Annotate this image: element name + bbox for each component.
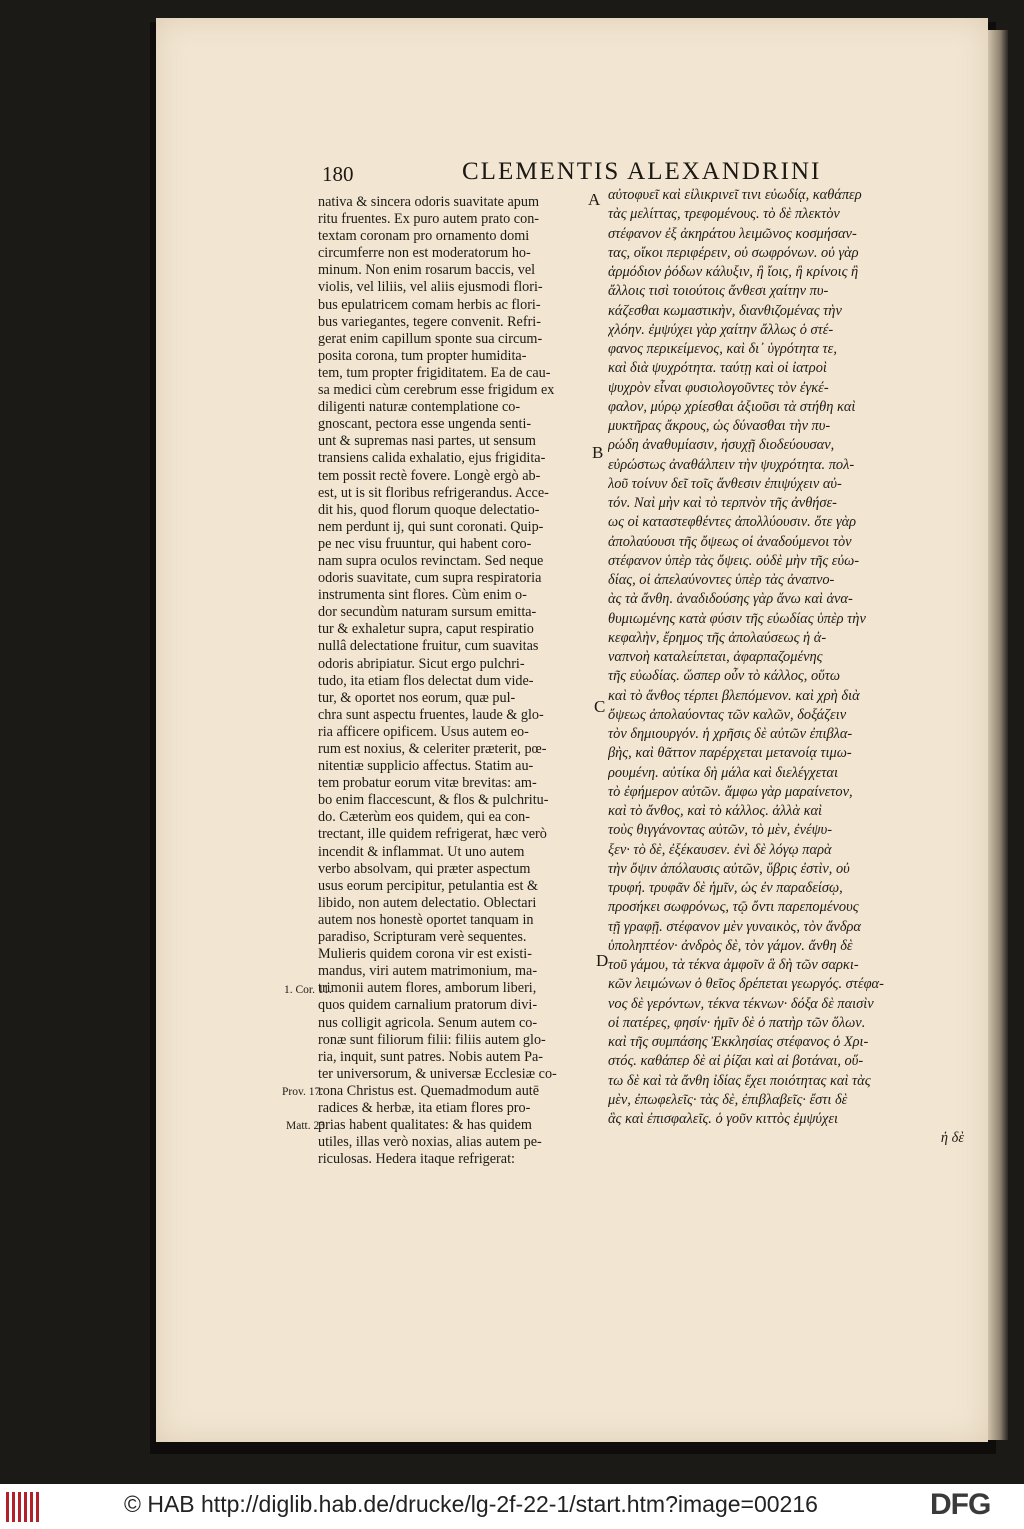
latin-line: riculosas. Hedera itaque refrigerat: [318, 1151, 515, 1168]
latin-line: gnoscant, pectora esse ungenda senti- [318, 416, 532, 433]
page-edge [988, 30, 1008, 1440]
latin-line: nem perdunt ij, qui sunt coronati. Quip- [318, 518, 544, 535]
latin-line: textam coronam pro ornamento domi [318, 228, 530, 245]
latin-line: autem nos honestè oportet tanquam in [318, 911, 534, 928]
latin-line: gerat enim capillum sponte sua circum- [318, 330, 543, 347]
greek-line: δίας, οἱ ἀπελαύνοντες ὑπὲρ τὰς ἀναπνο- [608, 572, 835, 588]
latin-line: bo enim flaccescunt, & flos & pulchritu- [318, 792, 549, 809]
latin-line: tem, tum propter frigiditatem. Ea de cau- [318, 364, 551, 381]
latin-line: posita corona, tum propter humidita- [318, 347, 527, 364]
latin-line: dor secundùm naturam sursum emitta- [318, 604, 537, 621]
greek-line: ὑποληπτέον· ἀνδρὸς δὲ, τὸν γάμον. ἄνθη δὲ [608, 937, 853, 954]
greek-line: τῇ γραφῇ. στέφανον μὲν γυναικὸς, τὸν ἄνδρα [608, 918, 861, 935]
latin-line: mandus, viri autem matrimonium, ma- [318, 963, 538, 980]
dfg-logo: DFG [930, 1488, 991, 1521]
latin-line: trimonii autem flores, amborum liberi, [318, 980, 537, 997]
greek-line: θυμιωμένης κατὰ φύσιν τῆς εὐωδίας ὑπὲρ τὴν [608, 610, 866, 627]
greek-line: φαλον, μύρῳ χρίεσθαι ἀξιοῦσι τὰ στήθη καὶ [608, 398, 856, 415]
greek-line: ναπνοὴ καταλείπεται, ἀφαρπαζομένης [608, 649, 823, 665]
latin-line: dit his, quod florum quoque delectatio- [318, 501, 540, 518]
latin-line: odoris suavitate, cum supra respiratoria [318, 570, 542, 587]
greek-line: μὲν, ἐπωφελεῖς· τὰς δὲ, ἐπιβλαβεῖς· ἔστι δὲ [608, 1091, 848, 1108]
latin-line: tur, & oportet nos eorum, quæ pul- [318, 689, 516, 706]
latin-line: circumferre non est moderatorum ho- [318, 245, 531, 262]
greek-line: λοῦ τοίνυν δεῖ τοῖς ἄνθεσιν ἐπιψύχειν αὐ- [608, 475, 842, 492]
latin-line: radices & herbæ, ita etiam flores pro- [318, 1099, 531, 1116]
running-title: CLEMENTIS ALEXANDRINI [462, 158, 822, 185]
greek-line: ἄλλοις τισὶ τοιούτοις ἄνθεσι χαίτην πυ- [608, 283, 829, 300]
greek-line: χλόην. ἐμψύχει γὰρ χαίτην ἄλλως ὁ στέ- [608, 321, 834, 338]
greek-line: κῶν λειμώνων ὁ θεῖος δρέπεται γεωργός. στέφα- [608, 976, 884, 993]
latin-line: paradiso, Scripturam verè sequentes. [318, 929, 527, 946]
greek-line: ὰς τὰ ἄνθη. ἀναδιδούσης γὰρ ἄνω καὶ ἀνα- [608, 591, 853, 608]
latin-line: Mulieris quidem corona vir est existi- [318, 946, 532, 963]
greek-line: μυκτῆρας ἄκρους, ὡς δύνασθαι τὴν πυ- [608, 418, 831, 434]
latin-line: pe nec visu fruuntur, qui habent coro- [318, 535, 532, 552]
latin-line: ter universorum, & universæ Ecclesiæ co- [318, 1065, 557, 1082]
latin-line: sa medici cùm cerebrum esse frigidum ex [318, 382, 555, 399]
margin-note-prov: Prov. 17. [282, 1086, 324, 1098]
greek-line: ως οἱ καταστεφθέντες ἀπολλύουσιν. ὅτε γὰρ [608, 514, 857, 531]
greek-line: ρώδη ἀναθυμίασιν, ἡσυχῇ διοδεύουσαν, [608, 437, 835, 454]
section-letter-a: A [588, 190, 601, 209]
latin-line: diligenti naturæ contemplatione co- [318, 399, 521, 416]
latin-line: rum est noxius, & celeriter præterit, pœ- [318, 741, 547, 757]
section-letter-b: B [592, 443, 604, 462]
latin-line: ria afficere opificem. Usus autem eo- [318, 723, 529, 740]
greek-line: τὸ ἐφήμερον αὐτῶν. ἄμφω γὰρ μαραίνετον, [608, 783, 853, 800]
latin-line: odoris abripiatur. Sicut ergo pulchri- [318, 655, 525, 672]
latin-line: nam supra oculos revinctam. Sed neque [318, 552, 544, 569]
page-number: 180 [322, 162, 354, 186]
greek-line: τῆς εὐωδίας. ὥσπερ οὖν τὸ κάλλος, οὕτω [608, 668, 841, 685]
greek-line: τοὺς θιγγάνοντας αὐτῶν, τὸ μὲν, ἐνέψυ- [608, 822, 832, 839]
latin-line: incendit & inflammat. Ut uno autem [318, 843, 525, 860]
greek-line: στός. καθάπερ δὲ αἱ ῥίζαι καὶ αἱ βοτάναι, οὕ- [608, 1053, 864, 1070]
latin-line: quos quidem carnalium pratorum divi- [318, 997, 538, 1014]
latin-line: tem possit rectè fovere. Longè ergò ab- [318, 467, 541, 484]
greek-line: ψυχρὸν εἶναι φυσιολογοῦντες τὸν ἐγκέ- [608, 379, 829, 396]
greek-line: στέφανον ὑπὲρ τὰς ὄψεις. οὐδὲ μὴν τῆς εὐω- [608, 552, 860, 569]
greek-line: φανος περικείμενος, καὶ δι᾽ ὑγρότητα τε, [608, 341, 837, 357]
greek-line: τας, οἴκοι περιφέρειν, οὐ σωφρόνων. οὐ γὰρ [608, 244, 859, 261]
latin-line: unt & supremas nasi partes, ut sensum [318, 433, 536, 450]
latin-line: libido, non autem delectatio. Oblectari [318, 894, 537, 911]
greek-line: τρυφή. τρυφᾶν δὲ ἡμῖν, ὡς ἐν παραδείσῳ, [608, 880, 843, 896]
greek-line: νος δὲ γερόντων, τέκνα τέκνων· δόξα δὲ παισὶν [608, 995, 874, 1012]
greek-line: ἁρμόδιον ῥόδων κάλυξιν, ἢ ἴοις, ἢ κρίνοις ἢ [608, 264, 859, 280]
greek-line: τοῦ γάμου, τὰ τέκνα ἀμφοῖν ἃ δὴ τῶν σαρκι- [608, 957, 859, 973]
margin-note-1cor: 1. Cor. 11. [284, 984, 332, 996]
greek-line: προσήκει σωφρόνως, τῷ ὄντι παρεπομένους [608, 899, 859, 916]
greek-text-column [608, 186, 964, 1149]
latin-line: bus epulatricem comam herbis ac flori- [318, 296, 541, 313]
latin-line: tur & exhaletur supra, caput respiratio [318, 621, 534, 638]
greek-line: ξεν· τὸ δὲ, ἐξέκαυσεν. ἐνὶ δὲ λόγῳ παρὰ [608, 841, 832, 858]
latin-line: usus eorum percipitur, petulantia est & [318, 877, 539, 894]
latin-line: do. Cæterùm eos quidem, qui ea con- [318, 809, 530, 826]
greek-line: οἱ πατέρες, φησίν· ἡμῖν δὲ ὁ πατὴρ τῶν ὅλων. [608, 1014, 866, 1031]
latin-text-column [318, 194, 594, 1168]
latin-line: prias habent qualitates: & has quidem [318, 1117, 532, 1134]
greek-line: εὐρώστως ἀναθάλπειν τὴν ψυχρότητα. πολ- [608, 456, 855, 473]
greek-line: τόν. Ναὶ μὴν καὶ τὸ τερπνὸν τῆς ἀνθήσε- [608, 495, 837, 511]
latin-line: bus variegantes, tegere convenit. Refri- [318, 313, 541, 330]
latin-line: nativa & sincera odoris suavitate apum [318, 194, 540, 210]
footer-bar [0, 1484, 1024, 1529]
section-letter-c: C [594, 697, 606, 716]
latin-line: utiles, illas verò noxias, alias autem pe- [318, 1134, 542, 1151]
greek-line: κεφαλὴν, ἔρημος τῆς ἀπολαύσεως ἡ ἀ- [608, 629, 827, 646]
greek-line: τὰς μελίττας, τρεφομένους. τὸ δὲ πλεκτὸν [608, 206, 840, 223]
latin-line: nullâ delectatione fruitur, cum suavitas [318, 638, 539, 655]
greek-line: στέφανον ἐξ ἀκηράτου λειμῶνος κοσμήσαν- [608, 225, 857, 242]
latin-line: nitentiæ supplicio affectus. Statim au- [318, 758, 534, 775]
latin-line: trectant, ille quidem refrigerat, hæc verò [318, 826, 547, 843]
greek-line: αὐτοφυεῖ καὶ εἰλικρινεῖ τινι εὐωδίᾳ, καθάπερ [608, 187, 862, 203]
latin-line: tem probatur eorum vitæ brevitas: am- [318, 775, 537, 792]
greek-line: ρουμένη. αὐτίκα δὴ μάλα καὶ διελέγχεται [608, 764, 838, 781]
greek-line: καὶ τὸ ἄνθος, καὶ τὸ κάλλος. ἀλλὰ καὶ [608, 803, 823, 819]
latin-line: ronæ sunt filiorum filii: filiis autem glo- [318, 1031, 546, 1048]
section-letter-d: D [596, 951, 609, 970]
latin-line: verbo absolvam, qui præter aspectum [318, 860, 531, 877]
latin-line: chra sunt aspectu fruentes, laude & glo- [318, 706, 544, 723]
greek-line: βὴς, καὶ θᾶττον παρέρχεται μετανοίᾳ τιμω- [608, 745, 852, 762]
greek-line: τὸν δημιουργόν. ἡ χρῆσις δὲ αὐτῶν ἐπιβλα- [608, 726, 853, 742]
latin-line: ritu fruentes. Ex puro autem prato con- [318, 211, 540, 228]
greek-line: καὶ τὸ ἄνθος τέρπει βλεπόμενον. καὶ χρὴ διὰ [608, 687, 860, 704]
source-link[interactable]: © HAB http://diglib.hab.de/drucke/lg-2f-22-1/start.htm?image=00216 [124, 1491, 818, 1517]
greek-line: καὶ τῆς συμπάσης Ἐκκλησίας στέφανος ὁ Χρι- [608, 1034, 869, 1050]
latin-line: ria, inquit, sunt patres. Nobis autem Pa- [318, 1048, 543, 1065]
hab-logo-icon [6, 1492, 40, 1522]
greek-line: καὶ διὰ ψυχρότητα. ταύτῃ καὶ οἱ ἰατροὶ [608, 360, 827, 377]
latin-line: minum. Non enim rosarum baccis, vel [318, 262, 536, 279]
greek-line: ἃς καὶ ἐπισφαλεῖς. ὁ γοῦν κιττὸς ἐμψύχει [608, 1111, 838, 1127]
greek-line: ἡ δὲ [940, 1130, 964, 1147]
greek-line: ὄψεως ἀπολαύοντας τῶν καλῶν, δοξάζειν [608, 706, 847, 723]
margin-note-matt: Matt. 23. [286, 1120, 328, 1132]
latin-line: instrumenta sint flores. Cùm enim o- [318, 587, 527, 604]
greek-line: τω δὲ καὶ τὰ ἄνθη ἰδίας ἔχει ποιότητας καὶ τὰς [608, 1072, 871, 1089]
greek-line: τὴν ὄψιν ἀπόλαυσις αὐτῶν, ὕβρις ἐστὶν, οὐ [608, 860, 850, 877]
latin-line: est, ut is sit floribus refrigerandus. Acce- [318, 484, 549, 501]
greek-line: κάζεσθαι κωμαστικὴν, διανθιζομένας τὴν [608, 302, 842, 319]
greek-line: ἀπολαύουσι τῆς ὄψεως οἱ ἀναδούμενοι τὸν [608, 533, 852, 550]
latin-line: violis, vel liliis, vel aliis ejusmodi flori- [318, 279, 543, 296]
latin-line: tudo, ita etiam flos delectat dum vide- [318, 672, 534, 689]
latin-line: nus colligit agricola. Senum autem co- [318, 1014, 538, 1031]
latin-line: rona Christus est. Quemadmodum autē [318, 1082, 540, 1099]
latin-line: transiens calida exhalatio, ejus frigidita- [318, 450, 546, 467]
